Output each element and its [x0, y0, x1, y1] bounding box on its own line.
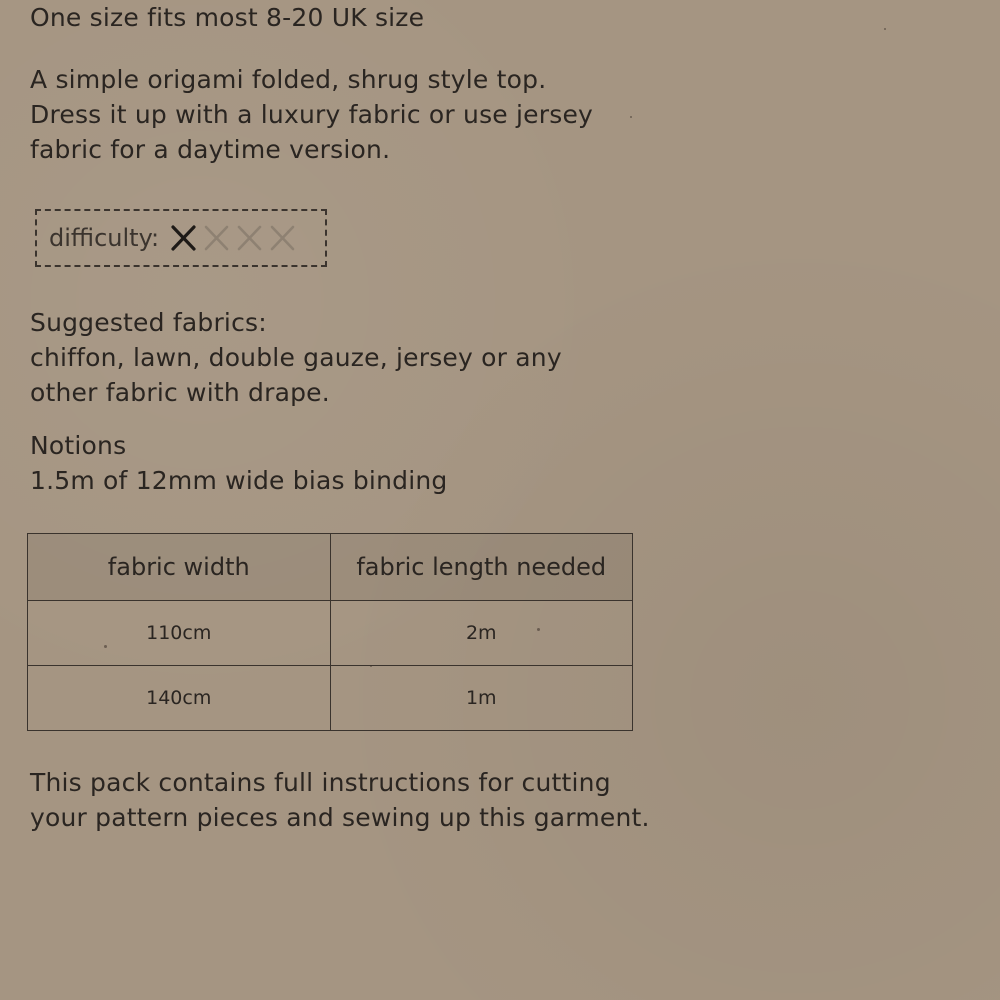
cross-icon-empty: [200, 223, 233, 253]
footer-text: [30, 765, 650, 835]
fabrics-line: chiffon, lawn, double gauze, jersey or any: [30, 343, 562, 372]
fabrics-line: other fabric with drape.: [30, 378, 330, 407]
description-line: fabric for a daytime version.: [30, 135, 391, 164]
size-info: One size fits most 8-20 UK size: [30, 3, 425, 32]
paper-speck: [884, 28, 886, 30]
cross-icon-empty: [266, 223, 299, 253]
paper-speck: [630, 116, 632, 118]
difficulty-rating: [167, 223, 299, 253]
cross-icon-filled: [167, 223, 200, 253]
fabrics-list: [30, 340, 562, 410]
table-row: [28, 666, 633, 731]
cell-width: 110cm: [28, 601, 331, 666]
fabrics-heading: Suggested fabrics:: [30, 308, 267, 337]
description-line: A simple origami folded, shrug style top.: [30, 65, 547, 94]
table-header-row: [28, 534, 633, 601]
header-fabric-width: fabric width: [28, 534, 331, 601]
description-line: Dress it up with a luxury fabric or use jersey: [30, 100, 594, 129]
difficulty-box: [35, 209, 327, 267]
table-row: [28, 601, 633, 666]
fabric-requirements-table: [27, 533, 633, 731]
footer-line: This pack contains full instructions for cutting: [30, 768, 611, 797]
footer-line: your pattern pieces and sewing up this garment.: [30, 803, 650, 832]
notions-heading: Notions: [30, 431, 127, 460]
description: [30, 62, 593, 167]
header-fabric-length: fabric length needed: [330, 534, 633, 601]
cell-length: 2m: [330, 601, 633, 666]
cell-width: 140cm: [28, 666, 331, 731]
cross-icon-empty: [233, 223, 266, 253]
notions-text: 1.5m of 12mm wide bias binding: [30, 466, 448, 495]
cell-length: 1m: [330, 666, 633, 731]
difficulty-label: difficulty:: [49, 224, 160, 252]
